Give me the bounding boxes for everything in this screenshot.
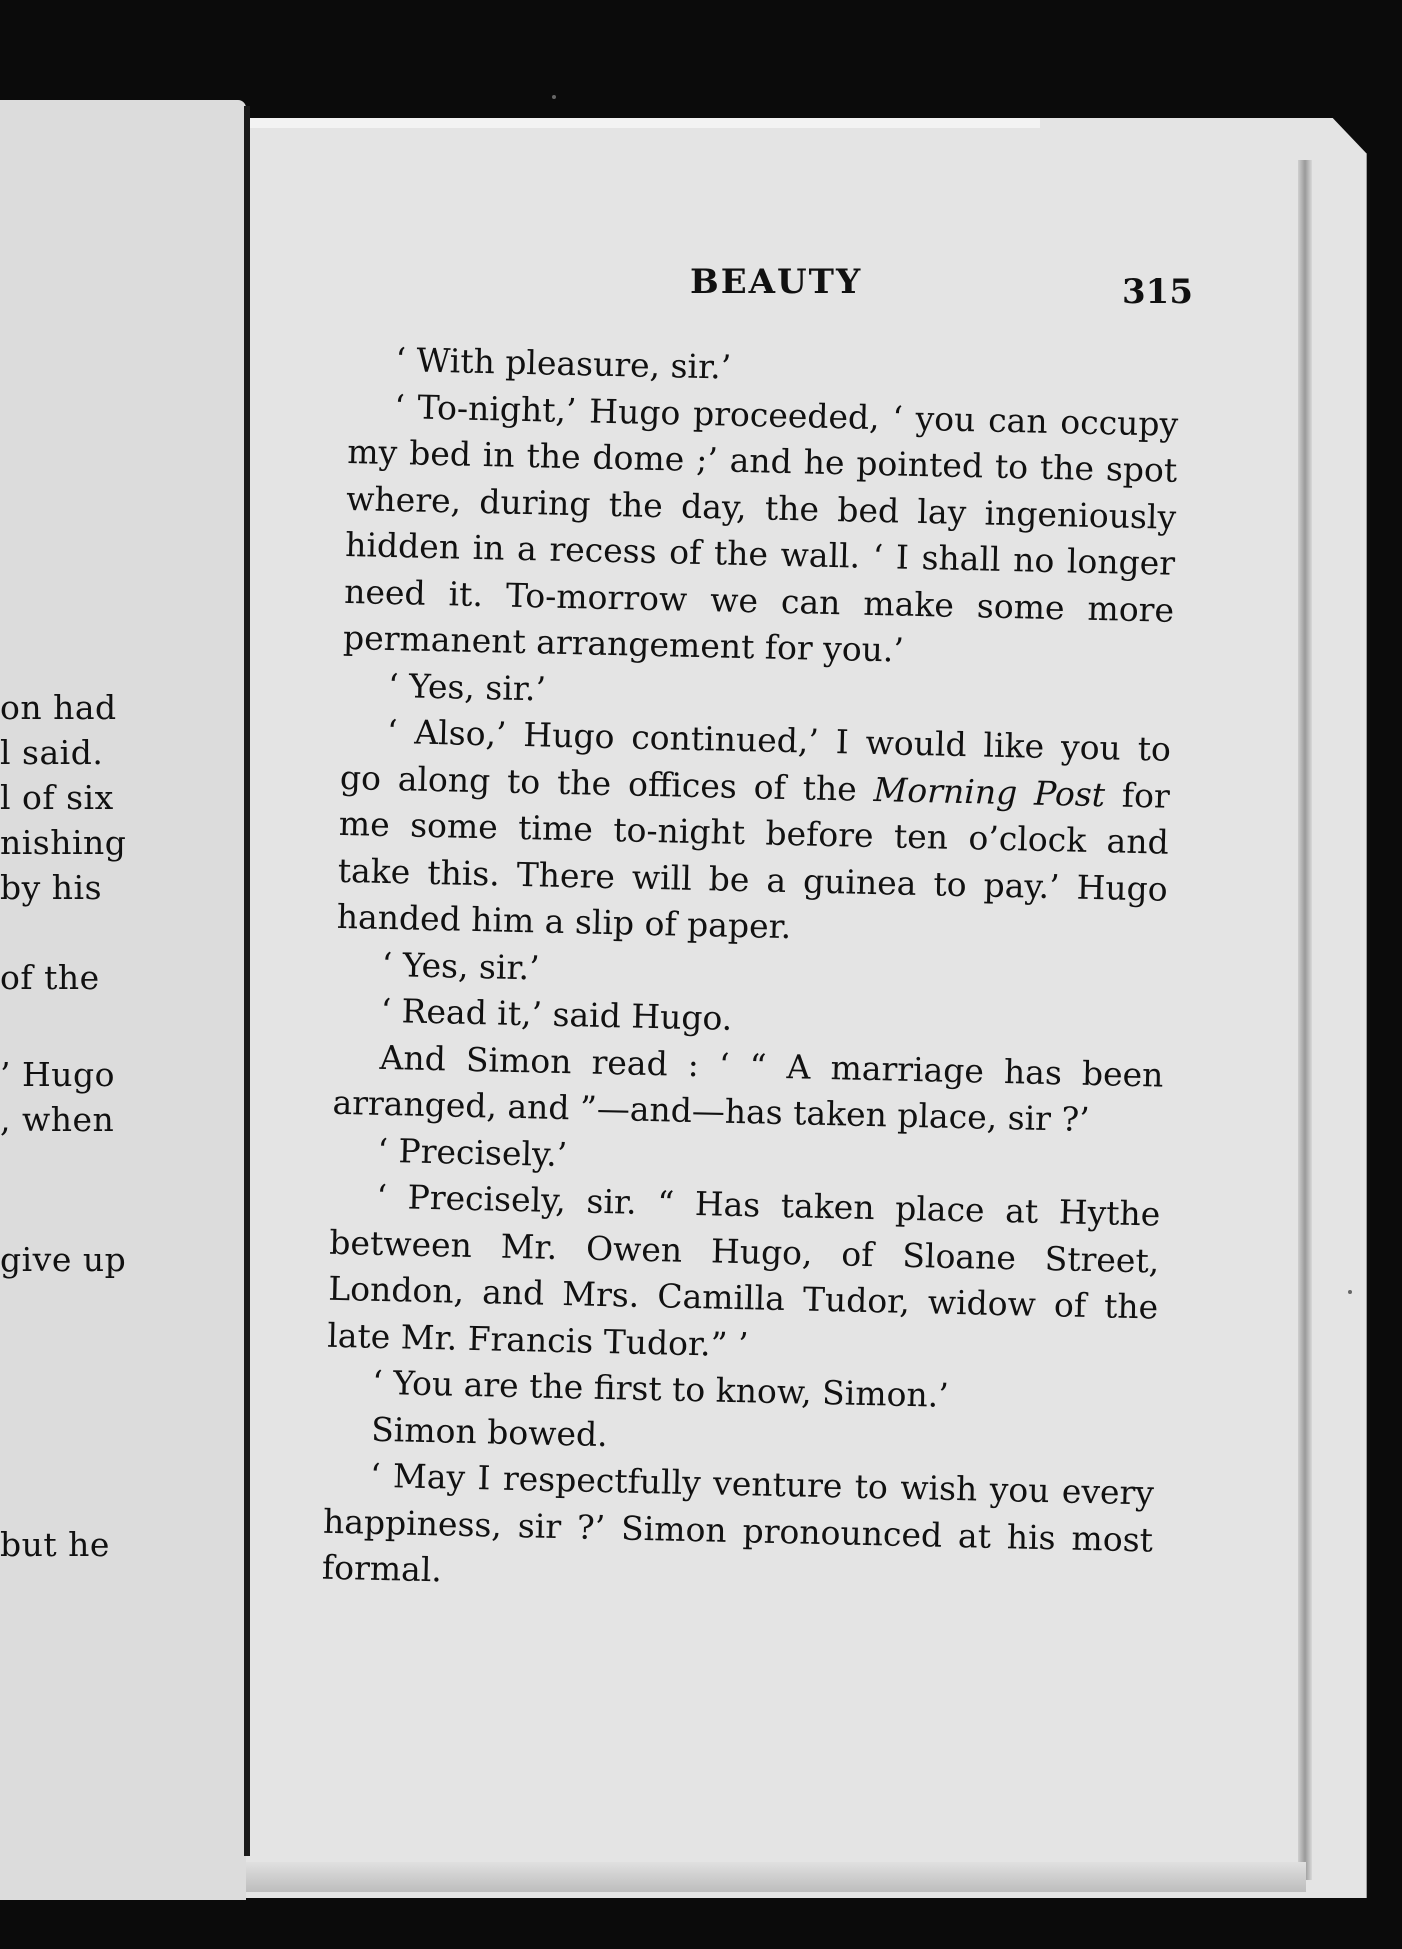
paragraph: ‘ With pleasure, sir.’ [395, 340, 732, 387]
paragraph: ‘ Yes, sir.’ [387, 665, 547, 709]
running-head: BEAUTY [690, 262, 863, 302]
left-page-line: by his [0, 868, 102, 907]
paragraph: And Simon read : ‘ “ A marriage has been arranged, and ”—and—has taken place, sir ?’ [332, 1037, 1164, 1139]
left-page-line: of the [0, 958, 100, 997]
left-page-line: l of six [0, 778, 114, 817]
paragraph-text: ‘ Also,’ Hugo continued,’ I would like you to go along to the offices of the [339, 711, 1172, 809]
scan-speck [552, 95, 556, 99]
page-bottom-edge [246, 1862, 1306, 1892]
paragraph-text: for me some time to-night before ten o’clock and take this. There will be a guinea to pay.’ Hugo handed him a slip of paper. [336, 775, 1171, 947]
body-text [322, 336, 1180, 1610]
book-gutter [244, 106, 250, 1856]
left-page [0, 100, 246, 1900]
left-page-line: l said. [0, 733, 104, 772]
left-page-line: give up [0, 1240, 127, 1279]
paragraph: ‘ Precisely, sir. “ Has taken place at Hythe between Mr. Owen Hugo, of Sloane Street, London, and Mrs. Camilla Tudor, widow of the late Mr. Francis Tudor.” ’ [326, 1176, 1161, 1364]
paragraph: Simon bowed. [370, 1409, 609, 1454]
left-page-line: ’ Hugo [0, 1055, 116, 1094]
paragraph: ‘ To-night,’ Hugo proceeded, ‘ you can occupy my bed in the dome ;’ and he pointed to the spot where, during the day, the bed lay ingeniously hidden in a recess of the wall. ‘ I shall no longer need it. To-morrow we can make some more permanent arrangement for you.’ [342, 386, 1179, 670]
paragraph: ‘ Read it,’ said Hugo. [380, 990, 733, 1038]
left-page-line: , when [0, 1100, 115, 1139]
paragraph: ‘ Yes, sir.’ [381, 944, 541, 987]
left-page-line: but he [0, 1525, 110, 1564]
left-page-line: on had [0, 688, 117, 727]
paragraph: ‘ Precisely.’ [377, 1130, 568, 1174]
paragraph [336, 708, 1171, 959]
paragraph: ‘ May I respectfully venture to wish you every happiness, sir ?’ Simon pronounced at his most formal. [321, 1455, 1155, 1590]
paragraph: ‘ You are the first to know, Simon.’ [371, 1362, 950, 1415]
scan-speck [1348, 1290, 1352, 1294]
page-top-edge [250, 118, 1040, 128]
page-number: 315 [1122, 272, 1193, 312]
left-page-line: nishing [0, 823, 127, 862]
page-fore-edge [1298, 160, 1312, 1880]
italic-phrase: Morning Post [873, 769, 1106, 814]
